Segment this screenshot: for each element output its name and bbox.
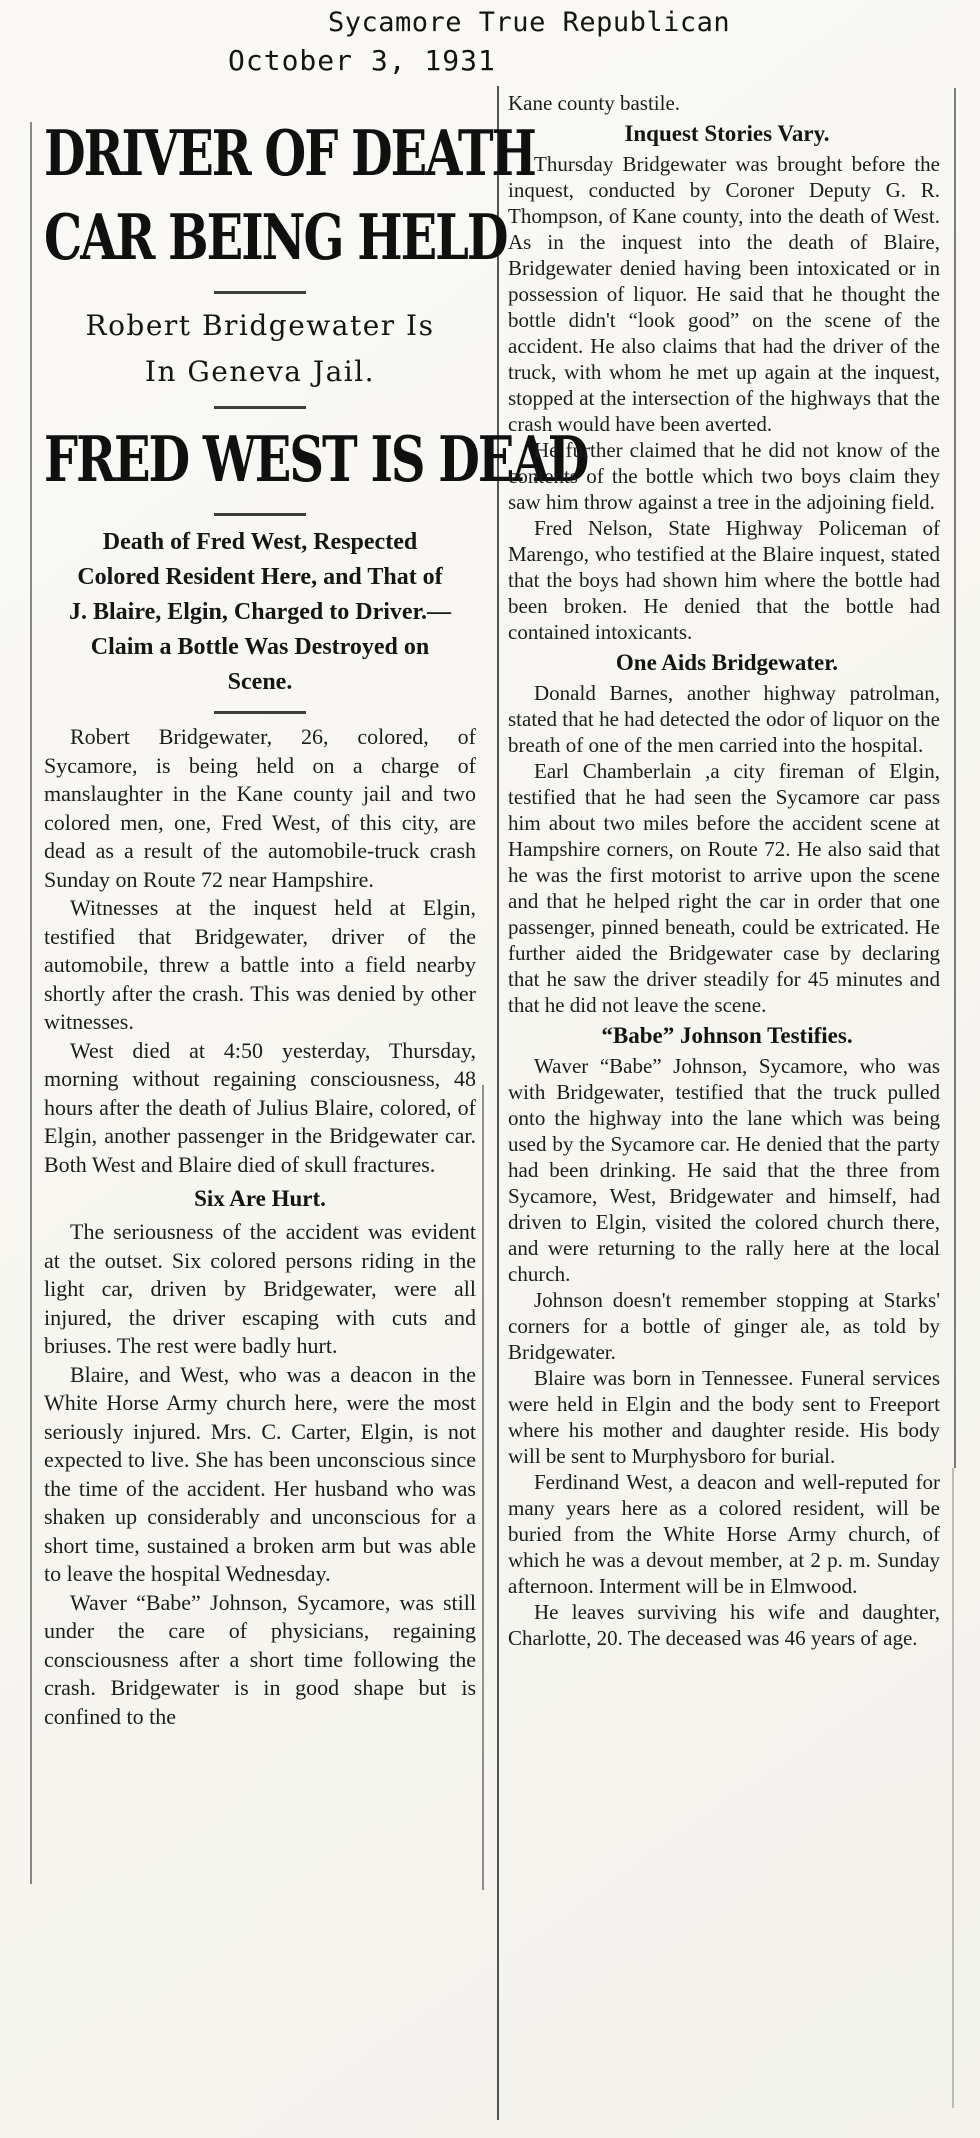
issue-date: October 3, 1931 bbox=[228, 44, 496, 77]
paragraph: The seriousness of the accident was evident at the outset. Six colored persons riding in the light car, driven by Bridgewater, were all injured, the driver escaping with cuts and briuses. The rest were badly hurt. bbox=[44, 1219, 476, 1358]
main-headline-line-1: DRIVER OF DEATH bbox=[44, 117, 535, 191]
crosshead-inquest-stories-vary: Inquest Stories Vary. bbox=[624, 121, 830, 146]
paragraph-continuation: Kane county bastile. bbox=[508, 91, 681, 115]
column-rule-left bbox=[30, 122, 32, 1884]
section-divider bbox=[214, 711, 306, 714]
right-column bbox=[508, 90, 946, 1651]
subheadline-line-1: Robert Bridgewater Is bbox=[85, 309, 435, 342]
left-column bbox=[44, 112, 588, 1731]
newspaper-title: Sycamore True Republican bbox=[328, 7, 731, 38]
paragraph: Blaire was born in Tennessee. Funeral services were held in Elgin and the body sent to Freeport where his mother and daughter reside. His body will be sent to Murphysboro for burial. bbox=[508, 1366, 940, 1468]
paragraph: Donald Barnes, another highway patrolman, stated that he had detected the odor of liquor on the breath of one of the men carried into the hospital. bbox=[508, 681, 940, 757]
paragraph: Waver “Babe” Johnson, Sycamore, was still under the care of physicians, regaining consciousness after a short time following the crash. Bridgewater is in good shape but is confined to the bbox=[44, 1589, 476, 1729]
paragraph: Johnson doesn't remember stopping at Starks' corners for a bottle of ginger ale, as told by Bridgewater. bbox=[508, 1288, 940, 1364]
paragraph: He further claimed that he did not know of the contents of the bottle which two boys claim they saw him throw against a tree in the adjoining field. bbox=[508, 438, 940, 514]
paragraph: Earl Chamberlain ,a city fireman of Elgin, testified that he had seen the Sycamore car pass him about two miles before the accident scene at Hampshire corners, on Route 72. He also said that he was the first motorist to arrive upon the scene and that he helped right the car in order that one passenger, pinned beneath, could be extricated. He further aided the Bridgewater case by declaring that he saw the driver steadily for 45 minutes and that he did not leave the scene. bbox=[508, 759, 940, 1017]
paragraph: Fred Nelson, State Highway Policeman of Marengo, who testified at the Blaire inquest, stated that the boys had shown him where the bottle had been broken. He denied that the bottle had contained intoxicants. bbox=[508, 516, 940, 644]
paragraph: Waver “Babe” Johnson, Sycamore, who was with Bridgewater, testified that the truck pulled onto the highway into the lane which was being used by the Sycamore car. He denied that the party had been drinking. He said that the three from Sycamore, West, Bridgewater and himself, had driven to Elgin, visited the colored church there, and were returning to the rally here at the local church. bbox=[508, 1054, 940, 1286]
secondary-headline bbox=[44, 418, 588, 502]
paragraph: Ferdinand West, a deacon and well-reputed for many years here as a colored resident, will be buried from the White Horse Army church, of which he was a devout member, at 2 p. m. Sunday afternoon. Interment will be in Elmwood. bbox=[508, 1470, 940, 1598]
paragraph: He leaves surviving his wife and daughter, Charlotte, 20. The deceased was 46 years of age. bbox=[508, 1600, 940, 1650]
paragraph: Witnesses at the inquest held at Elgin, testified that Bridgewater, driver of the automobile, threw a battle into a field nearby shortly after the crash. This was denied by other witnesses. bbox=[44, 895, 476, 1034]
main-headline-line-2: CAR BEING HELD bbox=[44, 201, 507, 275]
paragraph: Thursday Bridgewater was brought before the inquest, conducted by Coroner Deputy G. R. Thompson, of Kane county, into the death of West. As in the inquest into the death of Blaire, Bridgewater denied having been intoxicated or in possession of liquor. He said that he thought the bottle didn't “look good” on the scene of the accident. He also claims that had the driver of the truck, with whom he met up again at the inquest, stopped at the intersection of the highways that the crash would have been averted. bbox=[508, 152, 940, 436]
column-rule-right bbox=[954, 88, 956, 1468]
paragraph: Blaire, and West, who was a deacon in the White Horse Army church here, were the most seriously injured. Mrs. C. Carter, Elgin, is not expected to live. She has been unconscious since the time of the accident. Her husband who was shaken up considerably and unconscious for a short time, sustained a broken arm but was able to leave the hospital Wednesday. bbox=[44, 1361, 476, 1586]
crosshead-six-are-hurt: Six Are Hurt. bbox=[194, 1186, 326, 1211]
subheadline bbox=[44, 303, 476, 395]
column-rule-right-lower bbox=[952, 1468, 954, 2108]
column-rule-mid-inner bbox=[482, 1085, 484, 1890]
paragraph: West died at 4:50 yesterday, Thursday, morning without regaining consciousness, 48 hours after the death of Julius Blaire, colored, of Elgin, another passenger in the Bridgewater car. Both West and Blaire died of skull fractures. bbox=[44, 1037, 476, 1177]
crosshead-babe-johnson-testifies: “Babe” Johnson Testifies. bbox=[601, 1023, 853, 1048]
section-divider bbox=[214, 513, 306, 516]
deck-summary: Death of Fred West, Respected Colored Resident Here, and That of J. Blaire, Elgin, Charged to Driver.—Claim a Bottle Was Destroyed on Scene. bbox=[69, 529, 451, 695]
column-rule-mid bbox=[497, 86, 499, 2120]
paragraph: Robert Bridgewater, 26, colored, of Sycamore, is being held on a charge of manslaughter in the Kane county jail and two colored men, one, Fred West, of this city, are dead as a result of the automobile-truck crash Sunday on Route 72 near Hampshire. bbox=[44, 724, 476, 892]
crosshead-one-aids-bridgewater: One Aids Bridgewater. bbox=[615, 650, 839, 675]
secondary-headline-line: FRED WEST IS DEAD bbox=[44, 423, 588, 497]
section-divider bbox=[214, 291, 306, 294]
main-headline bbox=[44, 112, 535, 280]
subheadline-line-2: In Geneva Jail. bbox=[144, 355, 376, 388]
